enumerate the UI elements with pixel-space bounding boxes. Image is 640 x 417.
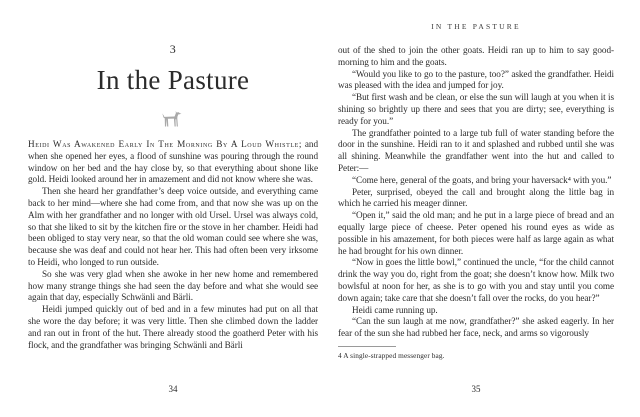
body-paragraph: Heidi jumped quickly out of bed and in a few minutes had put on all that she wore the day before; it was very little. Then she climbed down the ladder and ran out in front of the hut. There already stood the goatherd Peter with his flock, and the grandfather was bringing Schwänli and Bärli — [28, 304, 318, 350]
chapter-number: 3 — [169, 42, 177, 56]
page-right — [338, 0, 614, 417]
page-number-right: 35 — [471, 384, 481, 394]
running-head: IN THE PASTURE — [431, 22, 521, 31]
right-page-body — [338, 45, 614, 340]
body-paragraph: “Open it,” said the old man; and he put in a large piece of bread and an equally large piece of cheese. Peter opened his round eyes as wide as possible in his amazement, for both pieces were half as large again as what he had brought for his own dinner. — [338, 210, 614, 256]
body-paragraph: out of the shed to join the other goats. Heidi ran up to him to say good-morning to him and the goats. — [338, 45, 614, 67]
body-paragraph: “But first wash and be clean, or else the sun will laugh at you when it is shining so brightly up there and sees that you are dirty; see, everything is ready for you.” — [338, 92, 614, 126]
body-paragraph: “Come here, general of the goats, and bring your haversack⁴ with you.” — [352, 174, 612, 185]
page-number-left: 34 — [168, 384, 178, 394]
body-paragraph: “Can the sun laugh at me now, grandfather?” she asked eagerly. In her fear of the sun she had rubbed her face, neck, and arms so vigorously — [338, 316, 614, 339]
body-paragraph: Heidi came running up. — [352, 304, 438, 315]
left-page-body — [28, 139, 318, 351]
body-paragraph: “Would you like to go to the pasture, too?” asked the grandfather. Heidi was pleased with the idea and jumped for joy. — [338, 68, 614, 91]
body-paragraph: So she was very glad when she awoke in her new home and remembered how many strange things she had seen the day before and what she would see again that day, especially Schwänli and Bärli. — [28, 268, 318, 303]
body-paragraph: Peter, surprised, obeyed the call and brought along the little bag in which he carried his meager dinner. — [338, 186, 614, 209]
paragraph-text: and when she opened her eyes, a flood of sunshine was pouring through the round window on her bed and the hay close by, so that everything about shone like gold. Heidi looked around her in amazement and did not know where she was. — [28, 139, 318, 185]
chapter-title: In the Pasture — [96, 65, 250, 95]
footnote: 4 A single-strapped messenger bag. — [338, 350, 445, 360]
body-paragraph: “Now in goes the little bowl,” continued the uncle, “for the child cannot drink the way you do, right from the goat; she doesn’t know how. Milk two bowlsful at noon for her, as she is to go with you and stay until you come down again; take care that she doesn’t fall over the rocks, do you hear?” — [338, 257, 614, 303]
footnote-rule — [338, 346, 396, 347]
goat-ornament-icon — [28, 105, 318, 132]
body-paragraph: The grandfather pointed to a large tub full of water standing before the door in the sunshine. Heidi ran to it and splashed and rubbed until she was all shining. Meanwhile the grandfather went into the hut and called to Peter:— — [338, 127, 614, 173]
body-paragraph: Then she heard her grandfather’s deep voice outside, and everything came back to her mind—where she had come from, and that now she was up on the Alm with her grandfather and no longer with old Ursel. Ursel was always cold, so that she liked to sit by the kitchen fire or the stove in her chamber. Heidi had been obliged to stay very near, so that the old woman could see where she was, because she was deaf and could not hear her. This had often been very irksome to Heidi, who longed to run outside. — [28, 186, 318, 267]
body-paragraph — [28, 139, 318, 186]
small-caps-lead: Heidi Was Awakened Early In The Morning By A Loud Whistle; — [28, 139, 303, 149]
page-left — [28, 0, 318, 417]
